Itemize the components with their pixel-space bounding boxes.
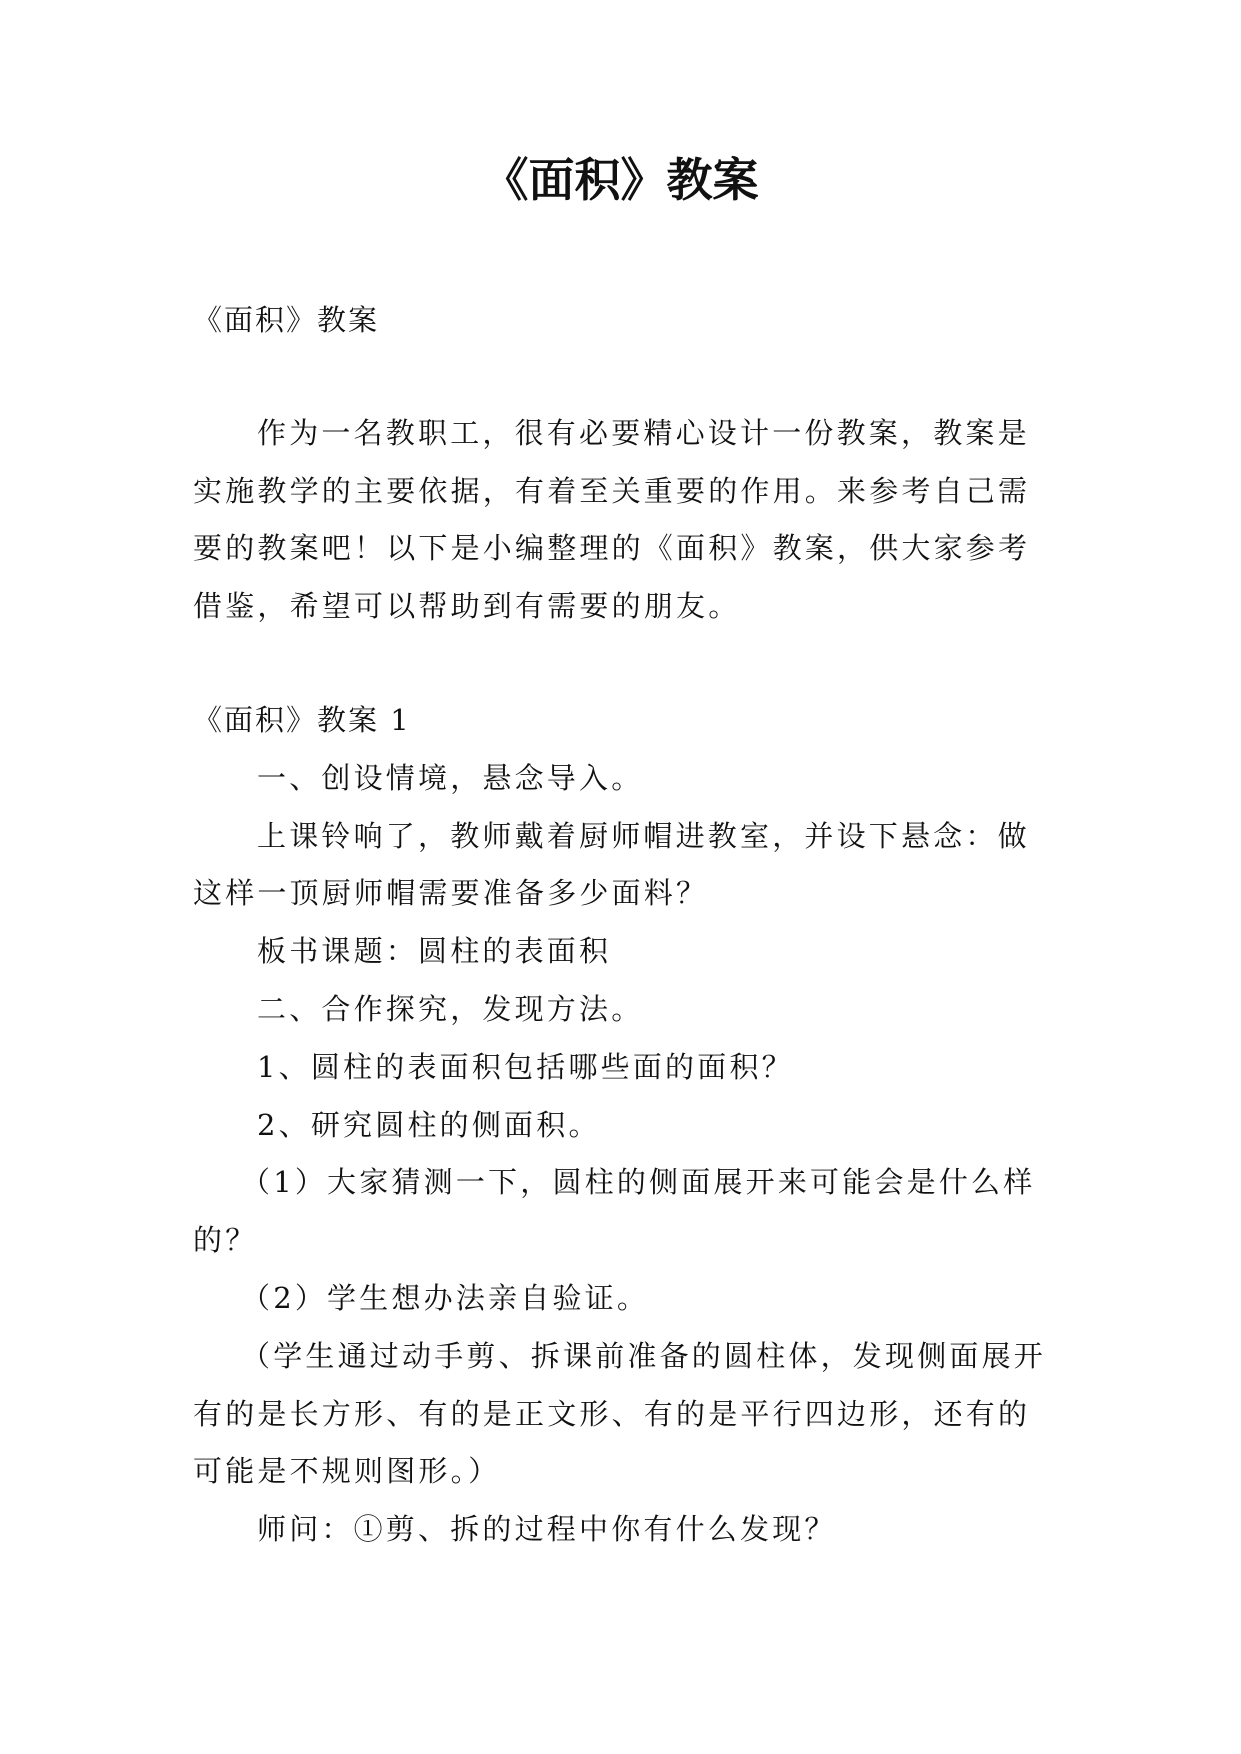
- document-title: 《面积》教案: [482, 153, 759, 207]
- section-heading: 《面积》教案 1: [193, 702, 411, 737]
- paragraph: 二、合作探究，发现方法。: [257, 991, 644, 1026]
- subtitle-line: 《面积》教案: [193, 303, 380, 337]
- paragraph: （2）学生想办法亲自验证。: [241, 1280, 650, 1315]
- paragraph: 上课铃响了，教师戴着厨师帽进教室，并设下悬念：做这样一顶厨师帽需要准备多少面料？: [193, 818, 1030, 911]
- document-body: [193, 292, 1053, 1559]
- paragraph: （学生通过动手剪、拆课前准备的圆柱体，发现侧面展开有的是长方形、有的是正文形、有的是平行四边形，还有的可能是不规则图形。）: [193, 1338, 1047, 1489]
- paragraph: 2、研究圆柱的侧面积。: [257, 1107, 601, 1142]
- intro-paragraph: 作为一名教职工，很有必要精心设计一份教案，教案是实施教学的主要依据，有着至关重要的作用。来参考自己需要的教案吧！以下是小编整理的《面积》教案，供大家参考借鉴，希望可以帮助到有需要的朋友。: [193, 415, 1031, 624]
- paragraph: （1）大家猜测一下，圆柱的侧面展开来可能会是什么样的？: [193, 1165, 1036, 1258]
- paragraph: 师问：①剪、拆的过程中你有什么发现？: [257, 1512, 837, 1547]
- paragraph: 板书课题：圆柱的表面积: [257, 934, 612, 969]
- paragraph: 1、圆柱的表面积包括哪些面的面积？: [257, 1049, 794, 1084]
- paragraph: 一、创设情境，悬念导入。: [257, 760, 644, 795]
